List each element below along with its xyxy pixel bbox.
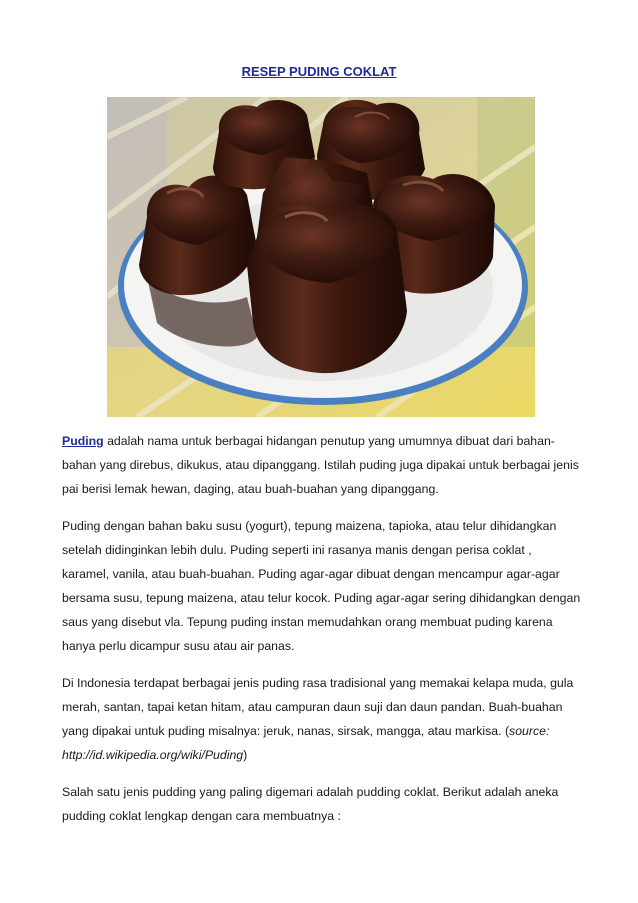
article-body	[62, 429, 582, 841]
paragraph-1-text: adalah nama untuk berbagai hidangan penutup yang umumnya dibuat dari bahan-bahan yang direbus, dikukus, atau dipanggang. Istilah puding juga dipakai untuk berbagai jenis pai berisi lemak hewan, daging, atau buah-buahan yang dipanggang.	[62, 434, 579, 496]
paragraph-4: Salah satu jenis pudding yang paling digemari adalah pudding coklat. Berikut adalah aneka pudding coklat lengkap dengan cara membuatnya :	[62, 785, 559, 823]
paragraph-1	[62, 429, 582, 501]
source-close-paren: )	[243, 748, 248, 762]
document-title: RESEP PUDING COKLAT	[241, 64, 397, 79]
paragraph-3	[62, 671, 582, 767]
puding-link[interactable]: Puding	[62, 434, 104, 448]
chocolate-pudding-photo	[107, 97, 535, 417]
paragraph-3-text: Di Indonesia terdapat berbagai jenis puding rasa tradisional yang memakai kelapa muda, gula merah, santan, tapai ketan hitam, atau campuran daun suji dan daun pandan. Buah-buahan yang dipakai untuk puding misalnya: jeruk, nanas, sirsak, mangga, atau markisa.	[62, 676, 574, 738]
paragraph-2: Puding dengan bahan baku susu (yogurt), tepung maizena, tapioka, atau telur dihidangkan setelah didinginkan lebih dulu. Puding seperti ini rasanya manis dengan perisa coklat , karamel, vanila, atau buah-buahan. Puding agar-agar dibuat dengan mencampur agar-agar bersama susu, tepung maizena, atau telur kocok. Puding agar-agar sering dihidangkan dengan saus yang disebut vla. Tepung puding instan memudahkan orang membuat puding karena hanya perlu dicampur susu atau air panas.	[62, 519, 581, 653]
source-citation: source: http://id.wikipedia.org/wiki/Puding	[62, 724, 550, 762]
source-open-paren: (	[504, 724, 510, 738]
